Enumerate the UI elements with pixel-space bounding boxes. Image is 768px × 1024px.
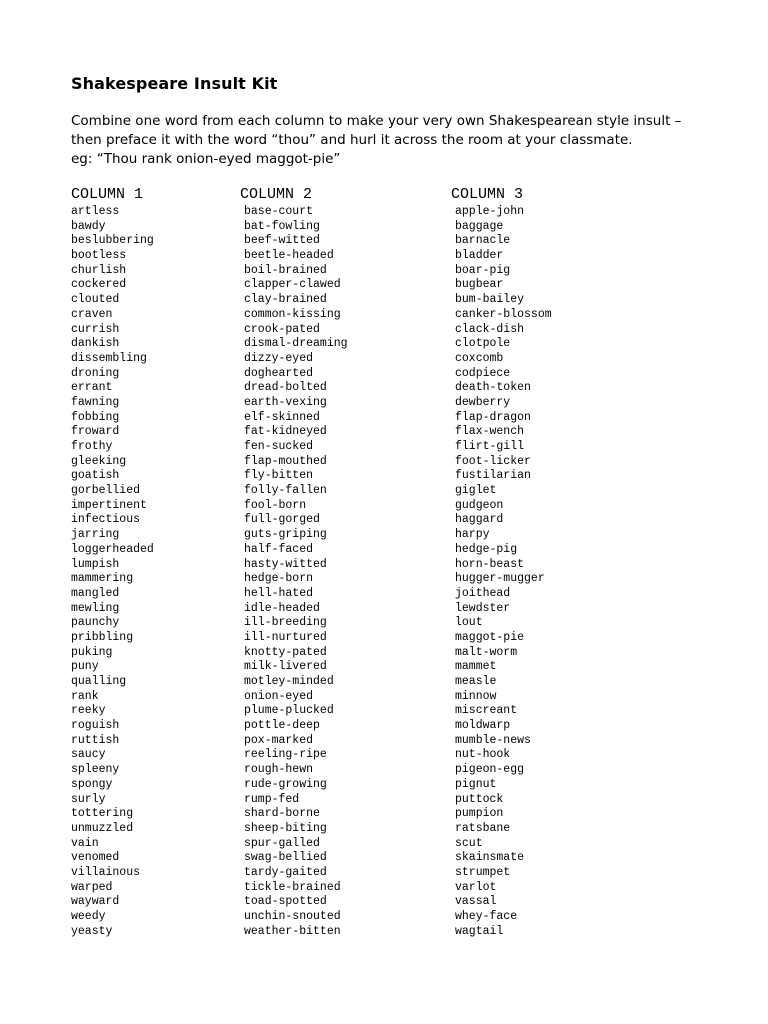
word-list-item: tickle-brained bbox=[244, 880, 341, 894]
word-list-item: gleeking bbox=[71, 454, 127, 468]
word-list-item: haggard bbox=[455, 513, 504, 527]
word-list-item: boar-pig bbox=[455, 263, 511, 277]
word-list-item: hedge-pig bbox=[455, 542, 518, 556]
word-list-item: clotpole bbox=[455, 337, 511, 351]
word-list-item: bugbear bbox=[455, 278, 504, 292]
word-list-item: craven bbox=[71, 307, 113, 321]
word-list-item: canker-blossom bbox=[455, 307, 552, 321]
word-list-item: rough-hewn bbox=[244, 763, 314, 777]
word-list-item: reeling-ripe bbox=[244, 748, 327, 762]
word-list-item: spur-galled bbox=[244, 836, 320, 850]
word-list-item: fawning bbox=[71, 395, 120, 409]
word-list-item: swag-bellied bbox=[244, 851, 327, 865]
word-list-item: mewling bbox=[71, 601, 120, 615]
word-list-item: measle bbox=[455, 675, 497, 688]
word-list-item: lout bbox=[455, 616, 483, 630]
word-list-item: churlish bbox=[71, 263, 127, 277]
word-list-item: dismal-dreaming bbox=[244, 337, 348, 351]
word-list-item: wagtail bbox=[455, 924, 504, 938]
word-list-item: beslubbering bbox=[71, 234, 154, 248]
word-list-item: miscreant bbox=[455, 704, 518, 718]
word-list-item: moldwarp bbox=[455, 719, 511, 733]
word-list-item: reeky bbox=[71, 704, 106, 718]
word-list-item: whey-face bbox=[455, 910, 518, 923]
word-list-item: strumpet bbox=[455, 865, 511, 879]
word-list-item: flap-dragon bbox=[455, 410, 531, 424]
word-list-item: rump-fed bbox=[244, 792, 300, 806]
word-list-item: foot-licker bbox=[455, 454, 531, 468]
word-list-item: venomed bbox=[71, 851, 120, 865]
word-list-item: flax-wench bbox=[455, 425, 525, 439]
word-list-item: roguish bbox=[71, 719, 120, 733]
column-2 bbox=[240, 185, 348, 939]
word-list-item: fly-bitten bbox=[244, 469, 314, 483]
word-list-item: clouted bbox=[71, 293, 120, 307]
word-list-item: gudgeon bbox=[455, 498, 504, 512]
word-list-item: flirt-gill bbox=[455, 440, 525, 453]
word-list-item: bawdy bbox=[71, 219, 106, 233]
word-list-item: skainsmate bbox=[455, 851, 525, 865]
word-list-item: death-token bbox=[455, 381, 531, 395]
word-list-item: pottle-deep bbox=[244, 719, 320, 733]
word-list-item: minnow bbox=[455, 689, 497, 703]
word-list-item: weather-bitten bbox=[244, 924, 341, 938]
word-list-item: loggerheaded bbox=[71, 542, 154, 556]
word-list-item: spleeny bbox=[71, 763, 120, 777]
word-list-item: hell-hated bbox=[244, 586, 314, 600]
word-list-item: hedge-born bbox=[244, 572, 314, 586]
word-list-item: yeasty bbox=[71, 924, 113, 938]
word-list-item: lumpish bbox=[71, 557, 120, 571]
word-list-item: plume-plucked bbox=[244, 704, 334, 718]
word-list-item: base-court bbox=[244, 205, 314, 218]
word-list-item: jarring bbox=[71, 528, 120, 542]
word-list-item: barnacle bbox=[455, 234, 511, 248]
word-list-item: scut bbox=[455, 836, 483, 850]
word-list-item: ratsbane bbox=[455, 821, 511, 835]
intro-example: eg: “Thou rank onion-eyed maggot-pie” bbox=[71, 151, 341, 167]
word-list-item: idle-headed bbox=[244, 601, 320, 615]
word-list-item: sheep-biting bbox=[244, 821, 327, 835]
word-list-item: fobbing bbox=[71, 410, 120, 424]
word-list-item: fat-kidneyed bbox=[244, 425, 327, 439]
word-list-item: frothy bbox=[71, 440, 113, 453]
word-list-item: gorbellied bbox=[71, 484, 141, 498]
word-list-item: codpiece bbox=[455, 366, 511, 380]
word-list-item: doghearted bbox=[244, 366, 314, 380]
word-list-item: folly-fallen bbox=[244, 484, 327, 498]
word-list-item: mumble-news bbox=[455, 733, 531, 747]
word-list-item: unchin-snouted bbox=[244, 910, 341, 923]
word-list-item: bum-bailey bbox=[455, 293, 525, 307]
word-list-item: wayward bbox=[71, 895, 120, 909]
word-list-item: pox-marked bbox=[244, 733, 314, 747]
column-1-heading: COLUMN 1 bbox=[71, 186, 144, 203]
word-list-item: fool-born bbox=[244, 498, 307, 512]
word-list-item: harpy bbox=[455, 528, 490, 542]
word-list-item: clack-dish bbox=[455, 322, 525, 336]
word-list-item: elf-skinned bbox=[244, 410, 320, 424]
word-list-item: puny bbox=[71, 660, 99, 674]
word-list-item: paunchy bbox=[71, 616, 120, 630]
word-list-item: motley-minded bbox=[244, 675, 334, 688]
word-list-item: boil-brained bbox=[244, 263, 327, 277]
word-list-item: rude-growing bbox=[244, 777, 327, 791]
word-list-item: rank bbox=[71, 689, 99, 703]
word-list-item: unmuzzled bbox=[71, 821, 134, 835]
word-list-item: flap-mouthed bbox=[244, 454, 327, 468]
word-list-item: dread-bolted bbox=[244, 381, 327, 395]
word-list-item: horn-beast bbox=[455, 557, 525, 571]
word-list-item: currish bbox=[71, 322, 120, 336]
column-1-word-list bbox=[71, 205, 154, 939]
word-list-item: giglet bbox=[455, 484, 497, 498]
column-3 bbox=[451, 185, 552, 939]
word-list-item: joithead bbox=[455, 586, 511, 600]
column-3-word-list bbox=[451, 205, 552, 939]
word-list-item: pignut bbox=[455, 777, 497, 791]
word-list-item: froward bbox=[71, 425, 120, 439]
word-list-item: impertinent bbox=[71, 498, 147, 512]
word-list-item: mammet bbox=[455, 660, 497, 674]
word-list-item: knotty-pated bbox=[244, 645, 327, 659]
word-list-item: vassal bbox=[455, 895, 497, 909]
word-list-item: droning bbox=[71, 366, 120, 380]
word-list-item: full-gorged bbox=[244, 513, 320, 527]
word-list-item: shard-borne bbox=[244, 807, 320, 821]
word-list-item: pribbling bbox=[71, 630, 134, 644]
word-list-item: bladder bbox=[455, 249, 504, 263]
column-3-heading: COLUMN 3 bbox=[451, 186, 524, 203]
word-list-item: infectious bbox=[71, 513, 141, 527]
word-list-item: tardy-gaited bbox=[244, 865, 327, 879]
word-list-item: tottering bbox=[71, 807, 134, 821]
word-list-item: hugger-mugger bbox=[455, 572, 545, 586]
word-list-item: weedy bbox=[71, 910, 106, 923]
word-list-item: onion-eyed bbox=[244, 689, 314, 703]
word-list-item: goatish bbox=[71, 469, 120, 483]
word-list-item: spongy bbox=[71, 777, 113, 791]
word-list-item: dankish bbox=[71, 337, 120, 351]
word-list-item: saucy bbox=[71, 748, 106, 762]
word-list-item: warped bbox=[71, 880, 113, 894]
word-list-item: ill-nurtured bbox=[244, 630, 327, 644]
intro-paragraph bbox=[71, 112, 711, 169]
word-list-item: maggot-pie bbox=[455, 630, 525, 644]
column-2-word-list bbox=[240, 205, 348, 939]
word-list-item: mammering bbox=[71, 572, 134, 586]
word-list-item: varlot bbox=[455, 880, 497, 894]
word-list-item: clapper-clawed bbox=[244, 278, 341, 292]
word-list-item: milk-livered bbox=[244, 660, 327, 674]
column-1 bbox=[71, 185, 154, 939]
word-list-item: coxcomb bbox=[455, 351, 504, 365]
word-list-item: bat-fowling bbox=[244, 219, 320, 233]
word-list-item: common-kissing bbox=[244, 307, 341, 321]
word-list-item: crook-pated bbox=[244, 322, 320, 336]
word-list-item: nut-hook bbox=[455, 748, 511, 762]
word-list-item: puking bbox=[71, 645, 113, 659]
intro-line: then preface it with the word “thou” and hurl it across the room at your classmate. bbox=[71, 132, 633, 148]
word-list-item: apple-john bbox=[455, 205, 525, 218]
word-list-item: clay-brained bbox=[244, 293, 327, 307]
word-list-item: ill-breeding bbox=[244, 616, 327, 630]
intro-line: Combine one word from each column to make your very own Shakespearean style insult – bbox=[71, 113, 682, 129]
word-list-item: dissembling bbox=[71, 351, 147, 365]
word-list-item: puttock bbox=[455, 792, 504, 806]
word-list-item: malt-worm bbox=[455, 645, 518, 659]
word-list-item: earth-vexing bbox=[244, 395, 327, 409]
word-list-item: bootless bbox=[71, 249, 127, 263]
word-list-item: villainous bbox=[71, 865, 141, 879]
word-list-item: cockered bbox=[71, 278, 127, 292]
word-list-item: fen-sucked bbox=[244, 440, 314, 453]
word-list-item: guts-griping bbox=[244, 528, 327, 542]
word-list-item: qualling bbox=[71, 675, 127, 688]
word-list-item: beef-witted bbox=[244, 234, 320, 248]
word-list-item: fustilarian bbox=[455, 469, 531, 483]
word-list-item: beetle-headed bbox=[244, 249, 334, 263]
word-list-item: mangled bbox=[71, 586, 120, 600]
word-list-item: dizzy-eyed bbox=[244, 351, 314, 365]
word-list-item: baggage bbox=[455, 219, 504, 233]
document-title: Shakespeare Insult Kit bbox=[71, 74, 278, 93]
column-2-heading: COLUMN 2 bbox=[240, 186, 313, 203]
word-list-item: pumpion bbox=[455, 807, 504, 821]
word-list-item: half-faced bbox=[244, 542, 314, 556]
word-list-item: surly bbox=[71, 792, 106, 806]
word-list-item: lewdster bbox=[455, 601, 511, 615]
word-list-item: vain bbox=[71, 836, 99, 850]
word-list-item: errant bbox=[71, 381, 113, 395]
word-list-item: dewberry bbox=[455, 395, 511, 409]
word-list-item: artless bbox=[71, 205, 120, 218]
word-list-item: toad-spotted bbox=[244, 895, 327, 909]
word-list-item: pigeon-egg bbox=[455, 763, 525, 777]
word-list-item: ruttish bbox=[71, 733, 120, 747]
word-list-item: hasty-witted bbox=[244, 557, 327, 571]
